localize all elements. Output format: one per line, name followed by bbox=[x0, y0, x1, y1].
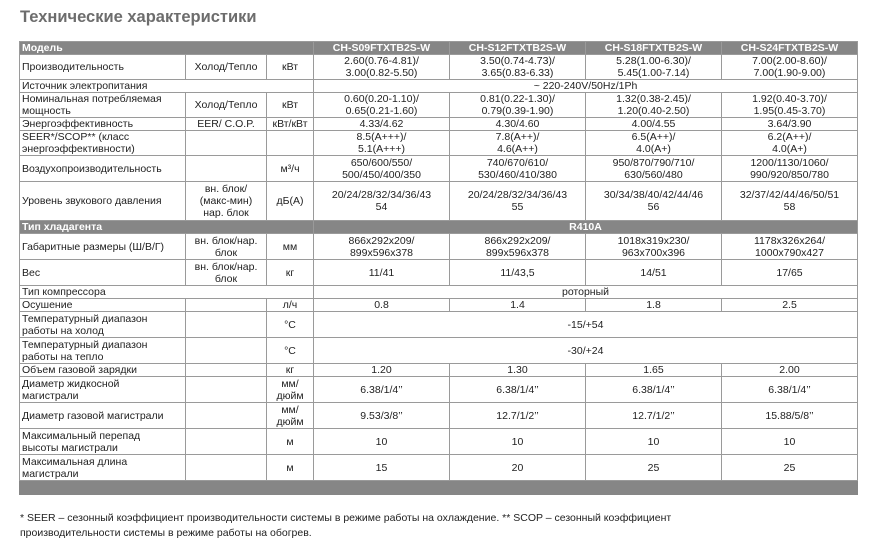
cell-value: 30/34/38/40/42/44/46 56 bbox=[586, 182, 722, 221]
cell-value: ~ 220-240V/50Hz/1Ph bbox=[314, 80, 858, 93]
row-unit: °С bbox=[267, 312, 314, 338]
table-row bbox=[20, 338, 858, 364]
cell-value: 650/600/550/ 500/450/400/350 bbox=[314, 156, 450, 182]
cell-value: 6.38/1/4’’ bbox=[314, 377, 450, 403]
cell-value: 14/51 bbox=[586, 260, 722, 286]
footer-bar bbox=[20, 481, 858, 495]
cell-value: роторный bbox=[314, 286, 858, 299]
cell-value: 1.30 bbox=[450, 364, 586, 377]
table-row bbox=[20, 260, 858, 286]
header-model-1: CH-S09FTXTB2S-W bbox=[314, 42, 450, 55]
cell-value: 10 bbox=[450, 429, 586, 455]
row-unit bbox=[267, 131, 314, 156]
row-unit: мм bbox=[267, 234, 314, 260]
header-model-3: CH-S18FTXTB2S-W bbox=[586, 42, 722, 55]
spec-table-wrapper bbox=[19, 41, 857, 495]
table-row bbox=[20, 118, 858, 131]
cell-value: 1.92(0.40-3.70)/ 1.95(0.45-3.70) bbox=[722, 93, 858, 118]
cell-value: 1.20 bbox=[314, 364, 450, 377]
cell-value: -30/+24 bbox=[314, 338, 858, 364]
table-row bbox=[20, 93, 858, 118]
cell-value: 1.8 bbox=[586, 299, 722, 312]
cell-value: 17/65 bbox=[722, 260, 858, 286]
cell-value: 2.60(0.76-4.81)/ 3.00(0.82-5.50) bbox=[314, 55, 450, 80]
row-mode bbox=[186, 364, 267, 377]
row-label: Источник электропитания bbox=[20, 80, 314, 93]
cell-value: 950/870/790/710/ 630/560/480 bbox=[586, 156, 722, 182]
table-row bbox=[20, 429, 858, 455]
row-mode bbox=[186, 377, 267, 403]
row-label: Воздухопроизводительность bbox=[20, 156, 186, 182]
cell-value: 32/37/42/44/46/50/51 58 bbox=[722, 182, 858, 221]
row-label: Диаметр жидкосной магистрали bbox=[20, 377, 186, 403]
row-unit: кг bbox=[267, 364, 314, 377]
cell-value: 6.38/1/4’’ bbox=[722, 377, 858, 403]
cell-value: 9.53/3/8’’ bbox=[314, 403, 450, 429]
row-mode: вн. блок/ (макс-мин) нар. блок bbox=[186, 182, 267, 221]
cell-value: 20/24/28/32/34/36/43 55 bbox=[450, 182, 586, 221]
cell-value: 0.60(0.20-1.10)/ 0.65(0.21-1.60) bbox=[314, 93, 450, 118]
row-label: Температурный диапазон работы на тепло bbox=[20, 338, 186, 364]
table-row bbox=[20, 55, 858, 80]
table-row bbox=[20, 131, 858, 156]
cell-value: 11/43,5 bbox=[450, 260, 586, 286]
table-row bbox=[20, 234, 858, 260]
row-label: Осушение bbox=[20, 299, 186, 312]
row-unit: кВт bbox=[267, 93, 314, 118]
row-unit: м³/ч bbox=[267, 156, 314, 182]
row-mode: вн. блок/нар. блок bbox=[186, 260, 267, 286]
cell-value: 12.7/1/2’’ bbox=[586, 403, 722, 429]
cell-value: 3.64/3.90 bbox=[722, 118, 858, 131]
row-unit: м bbox=[267, 455, 314, 481]
cell-value: 1.65 bbox=[586, 364, 722, 377]
cell-value: 5.28(1.00-6.30)/ 5.45(1.00-7.14) bbox=[586, 55, 722, 80]
row-label: Производительность bbox=[20, 55, 186, 80]
cell-value: 0.81(0.22-1.30)/ 0.79(0.39-1.90) bbox=[450, 93, 586, 118]
cell-value: 20 bbox=[450, 455, 586, 481]
cell-value: 10 bbox=[722, 429, 858, 455]
row-label: Энергоэффективность bbox=[20, 118, 186, 131]
row-unit: мм/ дюйм bbox=[267, 377, 314, 403]
cell-value: 866x292x209/ 899x596x378 bbox=[314, 234, 450, 260]
cell-value: 1.32(0.38-2.45)/ 1.20(0.40-2.50) bbox=[586, 93, 722, 118]
cell-value: 6.2(A++)/ 4.0(A+) bbox=[722, 131, 858, 156]
cell-value: 25 bbox=[586, 455, 722, 481]
footnote-line: производительности системы в режиме работы на обогрев. bbox=[20, 527, 312, 539]
row-unit: кВт bbox=[267, 55, 314, 80]
cell-value: 6.38/1/4’’ bbox=[586, 377, 722, 403]
row-label: Вес bbox=[20, 260, 186, 286]
cell-value: 740/670/610/ 530/460/410/380 bbox=[450, 156, 586, 182]
header-model-label: Модель bbox=[20, 42, 314, 55]
row-label: Максимальная длина магистрали bbox=[20, 455, 186, 481]
row-mode bbox=[186, 338, 267, 364]
cell-value: 25 bbox=[722, 455, 858, 481]
row-mode: Холод/Тепло bbox=[186, 93, 267, 118]
table-row bbox=[20, 364, 858, 377]
table-header-row bbox=[20, 42, 858, 55]
cell-value: 20/24/28/32/34/36/43 54 bbox=[314, 182, 450, 221]
table-row bbox=[20, 182, 858, 221]
row-unit: л/ч bbox=[267, 299, 314, 312]
cell-value: 866x292x209/ 899x596x378 bbox=[450, 234, 586, 260]
cell-value: 4.00/4.55 bbox=[586, 118, 722, 131]
row-mode: Холод/Тепло bbox=[186, 55, 267, 80]
cell-value: 11/41 bbox=[314, 260, 450, 286]
cell-value: 0.8 bbox=[314, 299, 450, 312]
row-unit: кВт/кВт bbox=[267, 118, 314, 131]
page-title: Технические характеристики bbox=[20, 8, 257, 26]
cell-value: 2.5 bbox=[722, 299, 858, 312]
row-mode bbox=[186, 156, 267, 182]
row-unit: °С bbox=[267, 338, 314, 364]
table-row bbox=[20, 286, 858, 299]
header-model-4: CH-S24FTXTB2S-W bbox=[722, 42, 858, 55]
row-unit: кг bbox=[267, 260, 314, 286]
header-model-2: CH-S12FTXTB2S-W bbox=[450, 42, 586, 55]
cell-value: 7.00(2.00-8.60)/ 7.00(1.90-9.00) bbox=[722, 55, 858, 80]
cell-value: 4.30/4.60 bbox=[450, 118, 586, 131]
table-row bbox=[20, 377, 858, 403]
cell-value: 3.50(0.74-4.73)/ 3.65(0.83-6.33) bbox=[450, 55, 586, 80]
cell-value: 2.00 bbox=[722, 364, 858, 377]
cell-value: R410A bbox=[314, 221, 858, 234]
row-label: Температурный диапазон работы на холод bbox=[20, 312, 186, 338]
cell-value: 10 bbox=[586, 429, 722, 455]
table-row bbox=[20, 403, 858, 429]
cell-value: 8.5(A+++)/ 5.1(A+++) bbox=[314, 131, 450, 156]
row-label: Объем газовой зарядки bbox=[20, 364, 186, 377]
row-mode bbox=[186, 299, 267, 312]
row-label: SEER*/SCOP** (класс энергоэффективности) bbox=[20, 131, 186, 156]
table-row bbox=[20, 312, 858, 338]
row-unit: м bbox=[267, 429, 314, 455]
row-mode bbox=[186, 455, 267, 481]
cell-value: 15.88/5/8’’ bbox=[722, 403, 858, 429]
row-label: Номинальная потребляемая мощность bbox=[20, 93, 186, 118]
table-row bbox=[20, 80, 858, 93]
row-mode: вн. блок/нар. блок bbox=[186, 234, 267, 260]
cell-value: 15 bbox=[314, 455, 450, 481]
cell-value: 12.7/1/2’’ bbox=[450, 403, 586, 429]
cell-value: 1178x326x264/ 1000x790x427 bbox=[722, 234, 858, 260]
row-mode bbox=[186, 131, 267, 156]
cell-value: 6.5(A++)/ 4.0(A+) bbox=[586, 131, 722, 156]
footnote bbox=[20, 511, 860, 541]
row-label: Диаметр газовой магистрали bbox=[20, 403, 186, 429]
table-row-refrigerant bbox=[20, 221, 858, 234]
row-unit: дБ(А) bbox=[267, 182, 314, 221]
row-label: Максимальный перепад высоты магистрали bbox=[20, 429, 186, 455]
cell-value: 6.38/1/4’’ bbox=[450, 377, 586, 403]
cell-value: 1.4 bbox=[450, 299, 586, 312]
row-label: Габаритные размеры (Ш/В/Г) bbox=[20, 234, 186, 260]
cell-value: 4.33/4.62 bbox=[314, 118, 450, 131]
cell-value: 1200/1130/1060/ 990/920/850/780 bbox=[722, 156, 858, 182]
row-unit: мм/ дюйм bbox=[267, 403, 314, 429]
cell-value: -15/+54 bbox=[314, 312, 858, 338]
row-mode bbox=[186, 429, 267, 455]
spec-table bbox=[19, 41, 858, 495]
table-row bbox=[20, 156, 858, 182]
row-mode bbox=[186, 312, 267, 338]
cell-value: 10 bbox=[314, 429, 450, 455]
row-label: Тип компрессора bbox=[20, 286, 314, 299]
table-row bbox=[20, 299, 858, 312]
row-mode bbox=[186, 403, 267, 429]
row-mode: EER/ C.O.P. bbox=[186, 118, 267, 131]
table-row bbox=[20, 455, 858, 481]
row-label: Тип хладагента bbox=[20, 221, 314, 234]
cell-value: 7.8(A++)/ 4.6(A++) bbox=[450, 131, 586, 156]
cell-value: 1018x319x230/ 963x700x396 bbox=[586, 234, 722, 260]
row-label: Уровень звукового давления bbox=[20, 182, 186, 221]
footnote-line: * SEER – сезонный коэффициент производительности системы в режиме работы на охлаждение. ** SCOP – сезонный коэффициент bbox=[20, 512, 672, 524]
table-footer-bar bbox=[20, 481, 858, 495]
